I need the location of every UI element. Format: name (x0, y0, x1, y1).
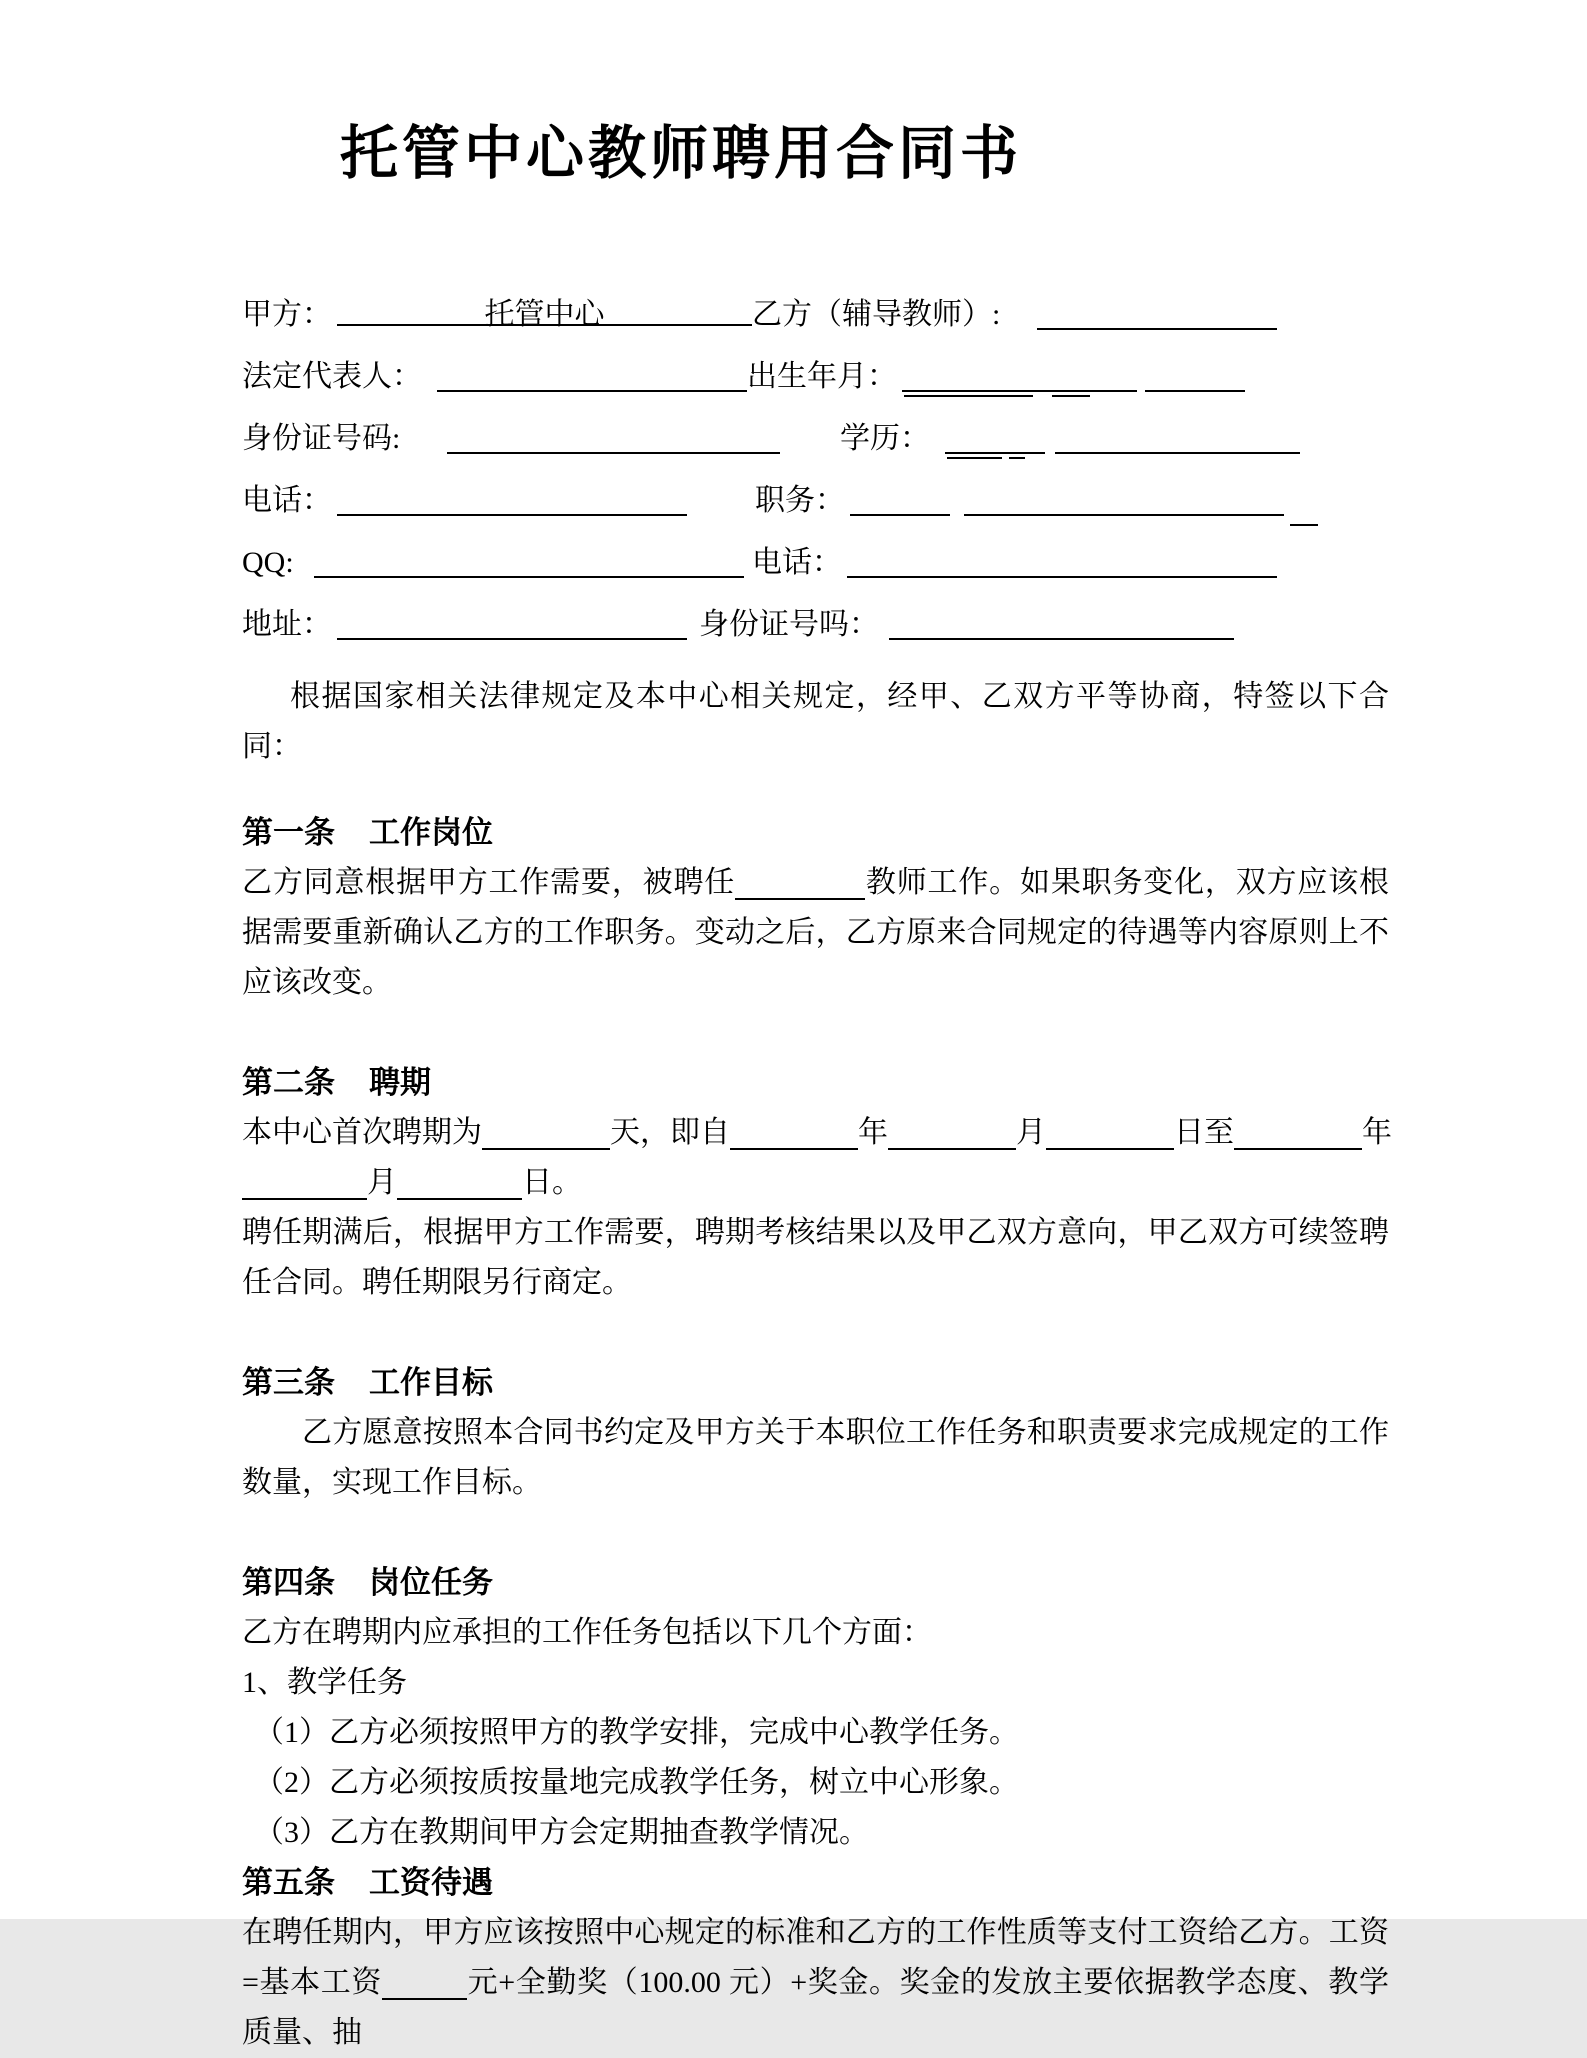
form-row-address (242, 600, 1389, 662)
term-text: 年 (1362, 1116, 1392, 1149)
form-row-party-a (242, 290, 1389, 352)
party-a-value: 托管中心 (484, 298, 605, 331)
section-2-number: 第二条 (242, 1065, 335, 1100)
id-number-b-fill-line (889, 610, 1234, 640)
section-1-heading (242, 808, 1389, 858)
form-row-qq (242, 538, 1389, 600)
teaching-task-item-3: （3）乙方在教期间甲方会定期抽查教学情况。 (254, 1816, 869, 1849)
section-4-number: 第四条 (242, 1565, 335, 1600)
section-2-employment-term (242, 1058, 1392, 1308)
phone-a-fill-line (337, 486, 687, 516)
id-number-fill-line (447, 424, 780, 454)
term-dates-line-1 (242, 1108, 1392, 1158)
section-3-title: 工作目标 (369, 1365, 493, 1400)
section-5-text-after: 元+全勤奖（100.00 元）+奖金。奖金的发放主要依据教学态度、教学质量、抽 (242, 1966, 1389, 2049)
section-3-number: 第三条 (242, 1365, 335, 1400)
term-text: 日。 (522, 1166, 582, 1199)
section-4-intro: 乙方在聘期内应承担的工作任务包括以下几个方面： (242, 1616, 932, 1649)
intro-paragraph: 根据国家相关法律规定及本中心相关规定，经甲、乙双方平等协商，特签以下合同： (242, 680, 1389, 763)
term-text: 日至 (1174, 1116, 1234, 1149)
position-fill-line (850, 486, 950, 516)
section-1-text-before: 乙方同意根据甲方工作需要，被聘任 (242, 866, 736, 899)
term-text: 天，即自 (610, 1116, 730, 1149)
section-4-job-tasks (242, 1558, 1389, 1858)
teaching-task-item-2: （2）乙方必须按质按量地完成教学任务，树立中心形象。 (254, 1766, 1019, 1799)
end-day-blank-line (397, 1170, 522, 1200)
section-2-title: 聘期 (369, 1065, 431, 1100)
section-1-number: 第一条 (242, 815, 335, 850)
education-fill-line (945, 424, 1045, 454)
party-a-fill-line (337, 296, 752, 331)
id-number-b-label: 身份证号吗： (699, 608, 879, 641)
party-a-label: 甲方： (242, 298, 332, 331)
section-5-text-before: 在聘任期内，甲方应该按照中心规定的标准和乙方的工作性质等支付工资给乙方。工资=基本工资 (242, 1916, 1389, 1999)
end-year-blank-line (1234, 1120, 1362, 1150)
teaching-tasks-head: 1、教学任务 (242, 1666, 407, 1699)
term-text: 月 (367, 1166, 397, 1199)
position-label: 职务： (755, 484, 845, 517)
party-b-fill-line (1037, 300, 1277, 330)
qq-fill-line (314, 548, 744, 578)
position-fill-line-2 (964, 486, 1284, 516)
section-4-title: 岗位任务 (369, 1565, 493, 1600)
days-blank-line (482, 1120, 610, 1150)
section-3-paragraph: 乙方愿意按照本合同书约定及甲方关于本职位工作任务和职责要求完成规定的工作数量，实现工作目标。 (242, 1416, 1389, 1499)
start-day-blank-line (1046, 1120, 1174, 1150)
form-row-phone-a (242, 476, 1389, 538)
section-2-paragraph: 聘任期满后，根据甲方工作需要，聘期考核结果以及甲乙双方意向，甲乙双方可续签聘任合同。聘任期限另行商定。 (242, 1216, 1389, 1299)
phone-b-label: 电话： (752, 546, 842, 579)
section-5-number: 第五条 (242, 1865, 335, 1900)
address-label: 地址： (242, 608, 332, 641)
section-5-salary (242, 1858, 1389, 2058)
section-1-text-after: 教师工作。如果职务变化，双方应该根据需要重新确认乙方的工作职务。变动之后，乙方原来合同规定的待遇等内容原则上不应该改变。 (242, 866, 1390, 999)
address-fill-line (337, 610, 687, 640)
term-dates-line-2 (242, 1158, 1389, 1208)
section-5-paragraph (242, 1908, 1389, 2058)
phone-b-fill-line (847, 548, 1277, 578)
position-stray-underscore (1290, 514, 1318, 526)
section-1-paragraph (242, 858, 1389, 1008)
form-row-id-number (242, 414, 1389, 476)
birth-date-label: 出生年月： (747, 360, 897, 393)
section-3-work-goals (242, 1358, 1389, 1508)
term-text: 本中心首次聘期为 (242, 1116, 482, 1149)
section-3-heading (242, 1358, 1389, 1408)
section-5-heading (242, 1858, 1389, 1908)
position-blank-line (735, 870, 865, 900)
start-month-blank-line (888, 1120, 1016, 1150)
section-4-heading (242, 1558, 1389, 1608)
teaching-task-item-1: （1）乙方必须按照甲方的教学安排，完成中心教学任务。 (254, 1716, 1019, 1749)
start-year-blank-line (730, 1120, 858, 1150)
education-fill-line-2 (1055, 424, 1300, 454)
legal-rep-label: 法定代表人： (242, 360, 422, 393)
document-title: 托管中心教师聘用合同书 (340, 119, 1023, 187)
section-5-title: 工资待遇 (369, 1865, 493, 1900)
section-1-job-position (242, 808, 1389, 1008)
legal-rep-fill-line (437, 362, 747, 392)
qq-label: QQ: (242, 546, 294, 579)
phone-a-label: 电话： (242, 484, 332, 517)
section-1-title: 工作岗位 (369, 815, 493, 850)
form-row-legal-rep (242, 352, 1389, 414)
birth-date-fill-line (902, 362, 1137, 392)
header-form (242, 290, 1389, 662)
term-text: 月 (1016, 1116, 1046, 1149)
party-b-label: 乙方（辅导教师）: (752, 298, 1001, 331)
section-2-heading (242, 1058, 1389, 1108)
end-month-blank-line (242, 1170, 367, 1200)
base-salary-blank-line (382, 1970, 467, 2000)
education-label: 学历： (840, 422, 930, 455)
term-text: 年 (858, 1116, 888, 1149)
birth-date-fill-line-2 (1145, 362, 1245, 392)
id-number-label: 身份证号码: (242, 422, 401, 455)
